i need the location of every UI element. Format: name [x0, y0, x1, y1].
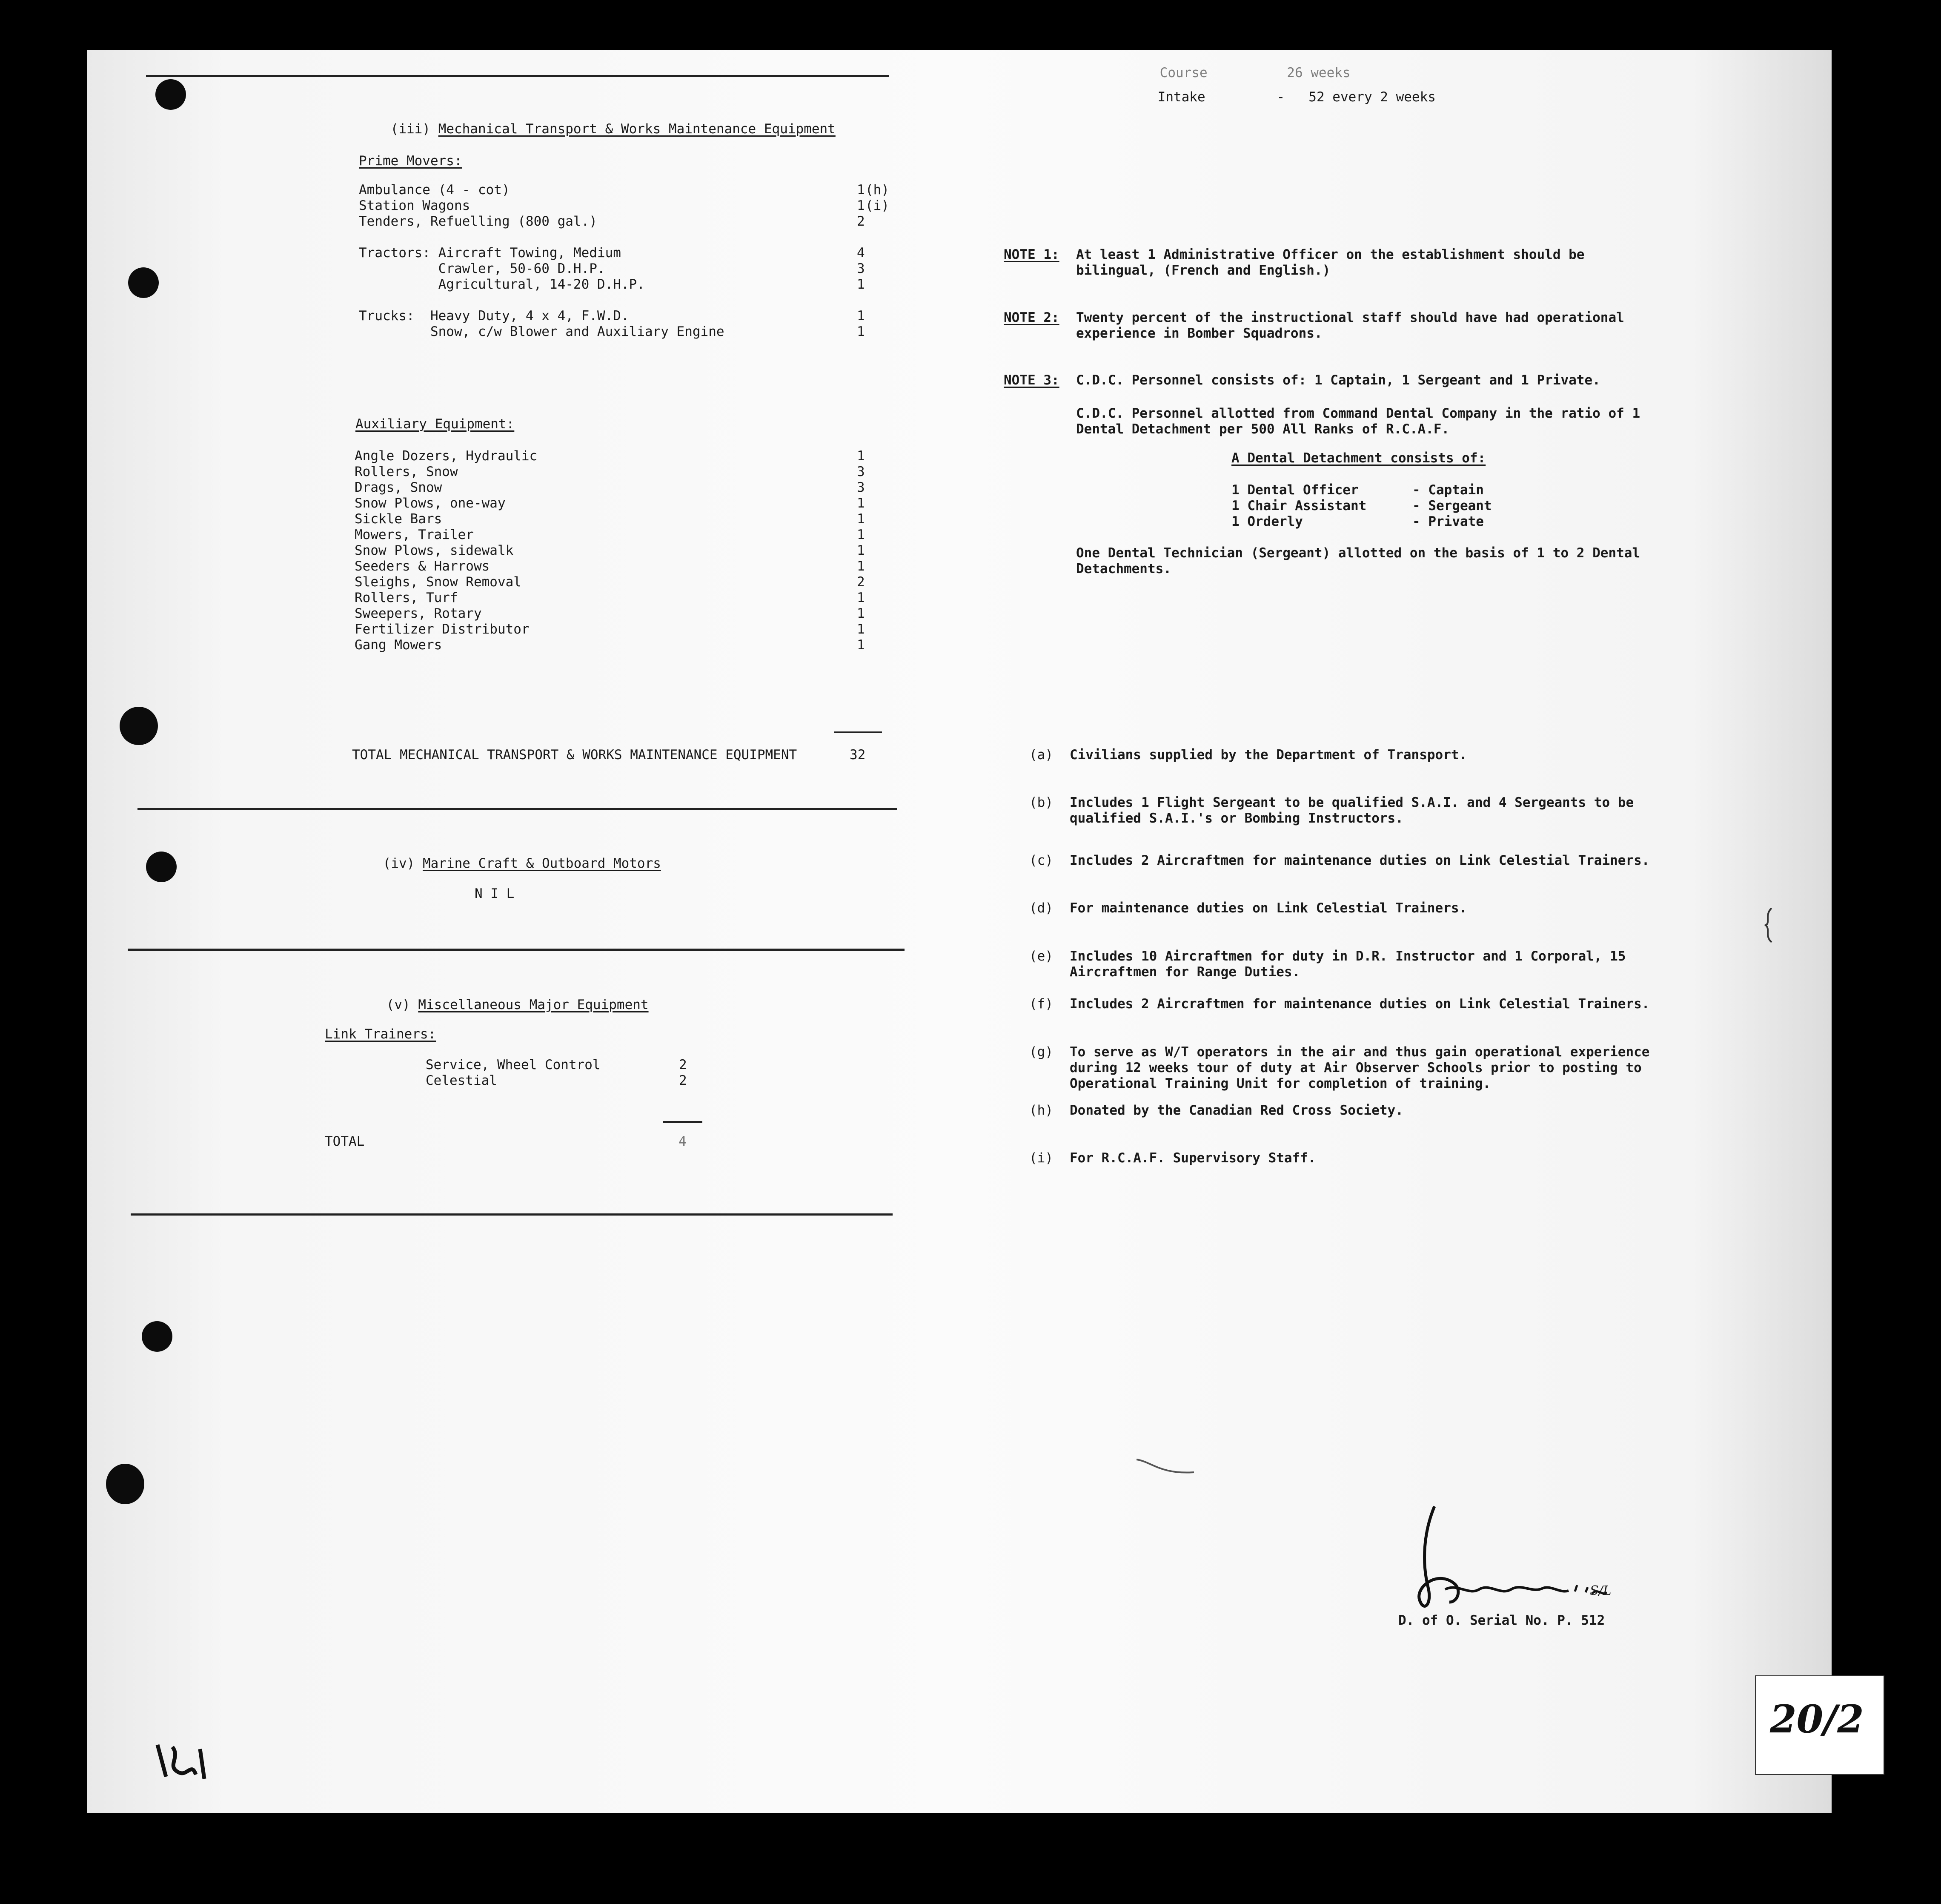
section-v-title: Miscellaneous Major Equipment: [418, 997, 649, 1012]
footnote-text: Includes 1 Flight Sergeant to be qualified S.A.I. and 4 Sergeants to be qualified S.A.I.'s or Bombing Instructors.: [1070, 795, 1634, 826]
item-note: (i): [865, 198, 889, 213]
item-qty: 1: [857, 527, 865, 542]
detachment-row: [1231, 482, 1484, 498]
footnote-row: [1029, 853, 1653, 869]
note-row: [1004, 310, 1646, 341]
item-qty: 2: [679, 1073, 687, 1088]
item-qty: 1: [857, 496, 865, 511]
item-name: Fertilizer Distributor: [355, 622, 530, 637]
detachment-rank: - Private: [1412, 514, 1484, 529]
link-trainers-list: [426, 1057, 766, 1091]
auxiliary-row: [355, 574, 865, 590]
auxiliary-row: [355, 637, 865, 653]
footnote-row: [1029, 795, 1653, 826]
item-name: Rollers, Snow: [355, 464, 458, 479]
item-qty: 1: [857, 511, 865, 527]
detachment-row: [1231, 514, 1484, 530]
section-iii-title: Mechanical Transport & Works Maintenance Equipment: [438, 121, 836, 137]
section-iv-prefix: (iv): [383, 856, 415, 871]
item-name: Snow Plows, sidewalk: [355, 543, 514, 558]
prime-movers-list: [359, 182, 1040, 339]
footnote-row: [1029, 1103, 1653, 1118]
footnote-label: (c): [1029, 853, 1053, 868]
total-underline: [834, 731, 882, 733]
detachment-rank: - Sergeant: [1412, 498, 1492, 513]
item-name: Angle Dozers, Hydraulic: [355, 448, 538, 464]
detachment-rank: - Captain: [1412, 482, 1484, 498]
note-text: C.D.C. Personnel consists of: 1 Captain, 1 Sergeant and 1 Private.: [1076, 373, 1600, 388]
item-qty: 2: [857, 214, 865, 229]
item-note: (h): [865, 182, 889, 198]
auxiliary-row: [355, 606, 865, 622]
bottom-rule: [131, 1213, 893, 1216]
auxiliary-row: [355, 590, 865, 606]
punch-hole: [128, 267, 159, 298]
item-name: Drags, Snow: [355, 480, 442, 495]
note-label: NOTE 1:: [1004, 247, 1059, 262]
auxiliary-row: [355, 559, 865, 574]
note-row: [1004, 247, 1646, 278]
footnote-text: Includes 2 Aircraftmen for maintenance duties on Link Celestial Trainers.: [1070, 853, 1650, 868]
auxiliary-list: [355, 448, 1036, 661]
item-name: Mowers, Trailer: [355, 527, 474, 542]
auxiliary-row: [355, 496, 865, 511]
footnote-label: (a): [1029, 747, 1053, 763]
auxiliary-row: [355, 543, 865, 559]
link-total-label: TOTAL: [325, 1134, 365, 1149]
auxiliary-row: [355, 527, 865, 543]
page-tag: 20/2: [1770, 1697, 1864, 1742]
item-name: Snow Plows, one-way: [355, 496, 506, 511]
footnote-text: For maintenance duties on Link Celestial Trainers.: [1070, 900, 1467, 916]
footnote-label: (i): [1029, 1150, 1053, 1166]
item-qty: 1: [857, 182, 865, 198]
link-trainers-title: Link Trainers:: [325, 1027, 436, 1042]
punch-hole: [106, 1464, 144, 1504]
section-rule: [137, 808, 897, 810]
item-qty: 1: [857, 308, 865, 324]
prime-mover-row: [359, 182, 889, 198]
item-qty: 2: [857, 574, 865, 590]
punch-hole: [120, 707, 158, 745]
footnote-row: [1029, 747, 1653, 763]
footnote-row: [1029, 949, 1653, 980]
detachment-row: [1231, 498, 1492, 514]
prime-movers-title: Prime Movers:: [359, 153, 462, 169]
stray-mark: [1134, 1455, 1198, 1481]
footnote-text: Donated by the Canadian Red Cross Society.: [1070, 1103, 1403, 1118]
link-trainer-row: [426, 1073, 687, 1089]
section-iii-prefix: (iii): [390, 121, 430, 137]
footnote-row: [1029, 1044, 1653, 1092]
handwritten-initials: [140, 1736, 226, 1787]
item-name: Station Wagons: [359, 198, 470, 213]
bracket-mark: [1762, 906, 1775, 944]
total-mt-value: 32: [850, 747, 866, 763]
item-qty: 2: [679, 1057, 687, 1072]
footnote-label: (b): [1029, 795, 1053, 810]
item-name: Seeders & Harrows: [355, 559, 490, 574]
intake-label: Intake: [1157, 89, 1205, 105]
item-name: Rollers, Turf: [355, 590, 458, 605]
footnote-text: To serve as W/T operators in the air and thus gain operational experience during 12 weeks tour of duty at Air Observer Schools prior to posting to Operational Training Unit for completion of training.: [1070, 1044, 1650, 1091]
item-qty: 1: [857, 622, 865, 637]
section-iii-heading: [359, 106, 836, 153]
signature-suffix: S/L: [1590, 1583, 1612, 1598]
prime-mover-row: [359, 324, 865, 340]
item-qty: 1: [857, 543, 865, 558]
note-text: At least 1 Administrative Officer on the establishment should be bilingual, (French and English.): [1076, 247, 1585, 278]
section-iv-title: Marine Craft & Outboard Motors: [422, 856, 661, 871]
prime-mover-row: [359, 308, 865, 324]
auxiliary-title: Auxiliary Equipment:: [355, 416, 515, 432]
item-name: Snow, c/w Blower and Auxiliary Engine: [359, 324, 724, 339]
item-qty: 1: [857, 637, 865, 653]
auxiliary-row: [355, 622, 865, 637]
document-sheet: [87, 50, 1832, 1813]
detachment-role: 1 Dental Officer: [1231, 482, 1359, 498]
item-name: Trucks: Heavy Duty, 4 x 4, F.W.D.: [359, 308, 629, 324]
punch-hole: [142, 1321, 172, 1352]
item-qty: 1: [857, 559, 865, 574]
item-name: Tenders, Refuelling (800 gal.): [359, 214, 597, 229]
detachment-role: 1 Orderly: [1231, 514, 1303, 529]
item-name: Service, Wheel Control: [426, 1057, 601, 1072]
auxiliary-row: [355, 448, 865, 464]
item-name: Gang Mowers: [355, 637, 442, 653]
item-qty: 1: [857, 198, 865, 213]
item-qty: 1: [857, 606, 865, 621]
item-name: Agricultural, 14-20 D.H.P.: [359, 277, 645, 292]
notes-list: [1004, 247, 1668, 388]
punch-hole: [155, 79, 186, 110]
footnote-label: (d): [1029, 900, 1053, 916]
footnote-text: Civilians supplied by the Department of Transport.: [1070, 747, 1467, 763]
footnote-row: [1029, 900, 1653, 916]
note3-para: C.D.C. Personnel allotted from Command Dental Company in the ratio of 1 Dental Detachment per 500 All Ranks of R.C.A.F.: [1076, 406, 1640, 437]
footnotes-list: [1029, 747, 1753, 1258]
item-qty: 1: [857, 324, 865, 339]
link-trainer-row: [426, 1057, 687, 1073]
prime-mover-row: [359, 261, 865, 277]
total-mt-label: TOTAL MECHANICAL TRANSPORT & WORKS MAINTENANCE EQUIPMENT: [352, 747, 797, 763]
section-iv-value: N I L: [475, 886, 515, 901]
footnote-label: (g): [1029, 1044, 1053, 1060]
note-label: NOTE 2:: [1004, 310, 1059, 325]
footnote-row: [1029, 1150, 1653, 1166]
detachment-role: 1 Chair Assistant: [1231, 498, 1367, 513]
link-total-value: 4: [678, 1134, 687, 1149]
item-name: Crawler, 50-60 D.H.P.: [359, 261, 605, 276]
footnote-text: Includes 2 Aircraftmen for maintenance duties on Link Celestial Trainers.: [1070, 996, 1650, 1012]
item-name: Tractors: Aircraft Towing, Medium: [359, 245, 621, 261]
top-rule: [146, 75, 889, 77]
footnote-text: Includes 10 Aircraftmen for duty in D.R. Instructor and 1 Corporal, 15 Aircraftmen for Range Duties.: [1070, 949, 1626, 980]
detachment-title: A Dental Detachment consists of:: [1231, 450, 1486, 466]
intake-line: [1126, 74, 1436, 121]
prime-mover-row: [359, 245, 865, 261]
prime-mover-row: [359, 277, 865, 292]
link-total-underline: [663, 1121, 702, 1123]
technician-note: One Dental Technician (Sergeant) allotted on the basis of 1 to 2 Dental Detachments.: [1076, 545, 1640, 576]
item-qty: 3: [857, 464, 865, 479]
footnote-label: (f): [1029, 996, 1053, 1012]
note-text: Twenty percent of the instructional staff should have had operational experience in Bomber Squadrons.: [1076, 310, 1624, 341]
prime-mover-row: [359, 214, 865, 229]
section-v-prefix: (v): [386, 997, 410, 1012]
footnote-label: (e): [1029, 949, 1053, 964]
footnote-label: (h): [1029, 1103, 1053, 1118]
item-qty: 1: [857, 277, 865, 292]
item-qty: 1: [857, 448, 865, 464]
item-name: Sleighs, Snow Removal: [355, 574, 521, 590]
item-qty: 3: [857, 480, 865, 495]
item-qty: 4: [857, 245, 865, 261]
item-qty: 1: [857, 590, 865, 605]
item-name: Sickle Bars: [355, 511, 442, 527]
course-value: 26 weeks: [1287, 65, 1351, 80]
detachment-list: [1231, 482, 1615, 533]
intake-sep: -: [1277, 89, 1285, 105]
course-label: Course: [1159, 65, 1208, 80]
punch-hole: [146, 852, 177, 882]
prime-mover-row: [359, 198, 889, 214]
section-iv-heading: [351, 840, 661, 887]
item-name: Celestial: [426, 1073, 497, 1088]
auxiliary-row: [355, 480, 865, 496]
serial-number: D. of O. Serial No. P. 512: [1398, 1613, 1605, 1628]
section-rule: [128, 949, 905, 951]
note-row: [1004, 373, 1646, 388]
item-name: Sweepers, Rotary: [355, 606, 482, 621]
note-label: NOTE 3:: [1004, 373, 1059, 388]
item-qty: 3: [857, 261, 865, 276]
intake-value: 52 every 2 weeks: [1308, 89, 1436, 105]
footnote-text: For R.C.A.F. Supervisory Staff.: [1070, 1150, 1316, 1166]
item-name: Ambulance (4 - cot): [359, 182, 510, 198]
auxiliary-row: [355, 511, 865, 527]
auxiliary-row: [355, 464, 865, 480]
section-v-heading: [355, 981, 649, 1029]
footnote-row: [1029, 996, 1653, 1012]
